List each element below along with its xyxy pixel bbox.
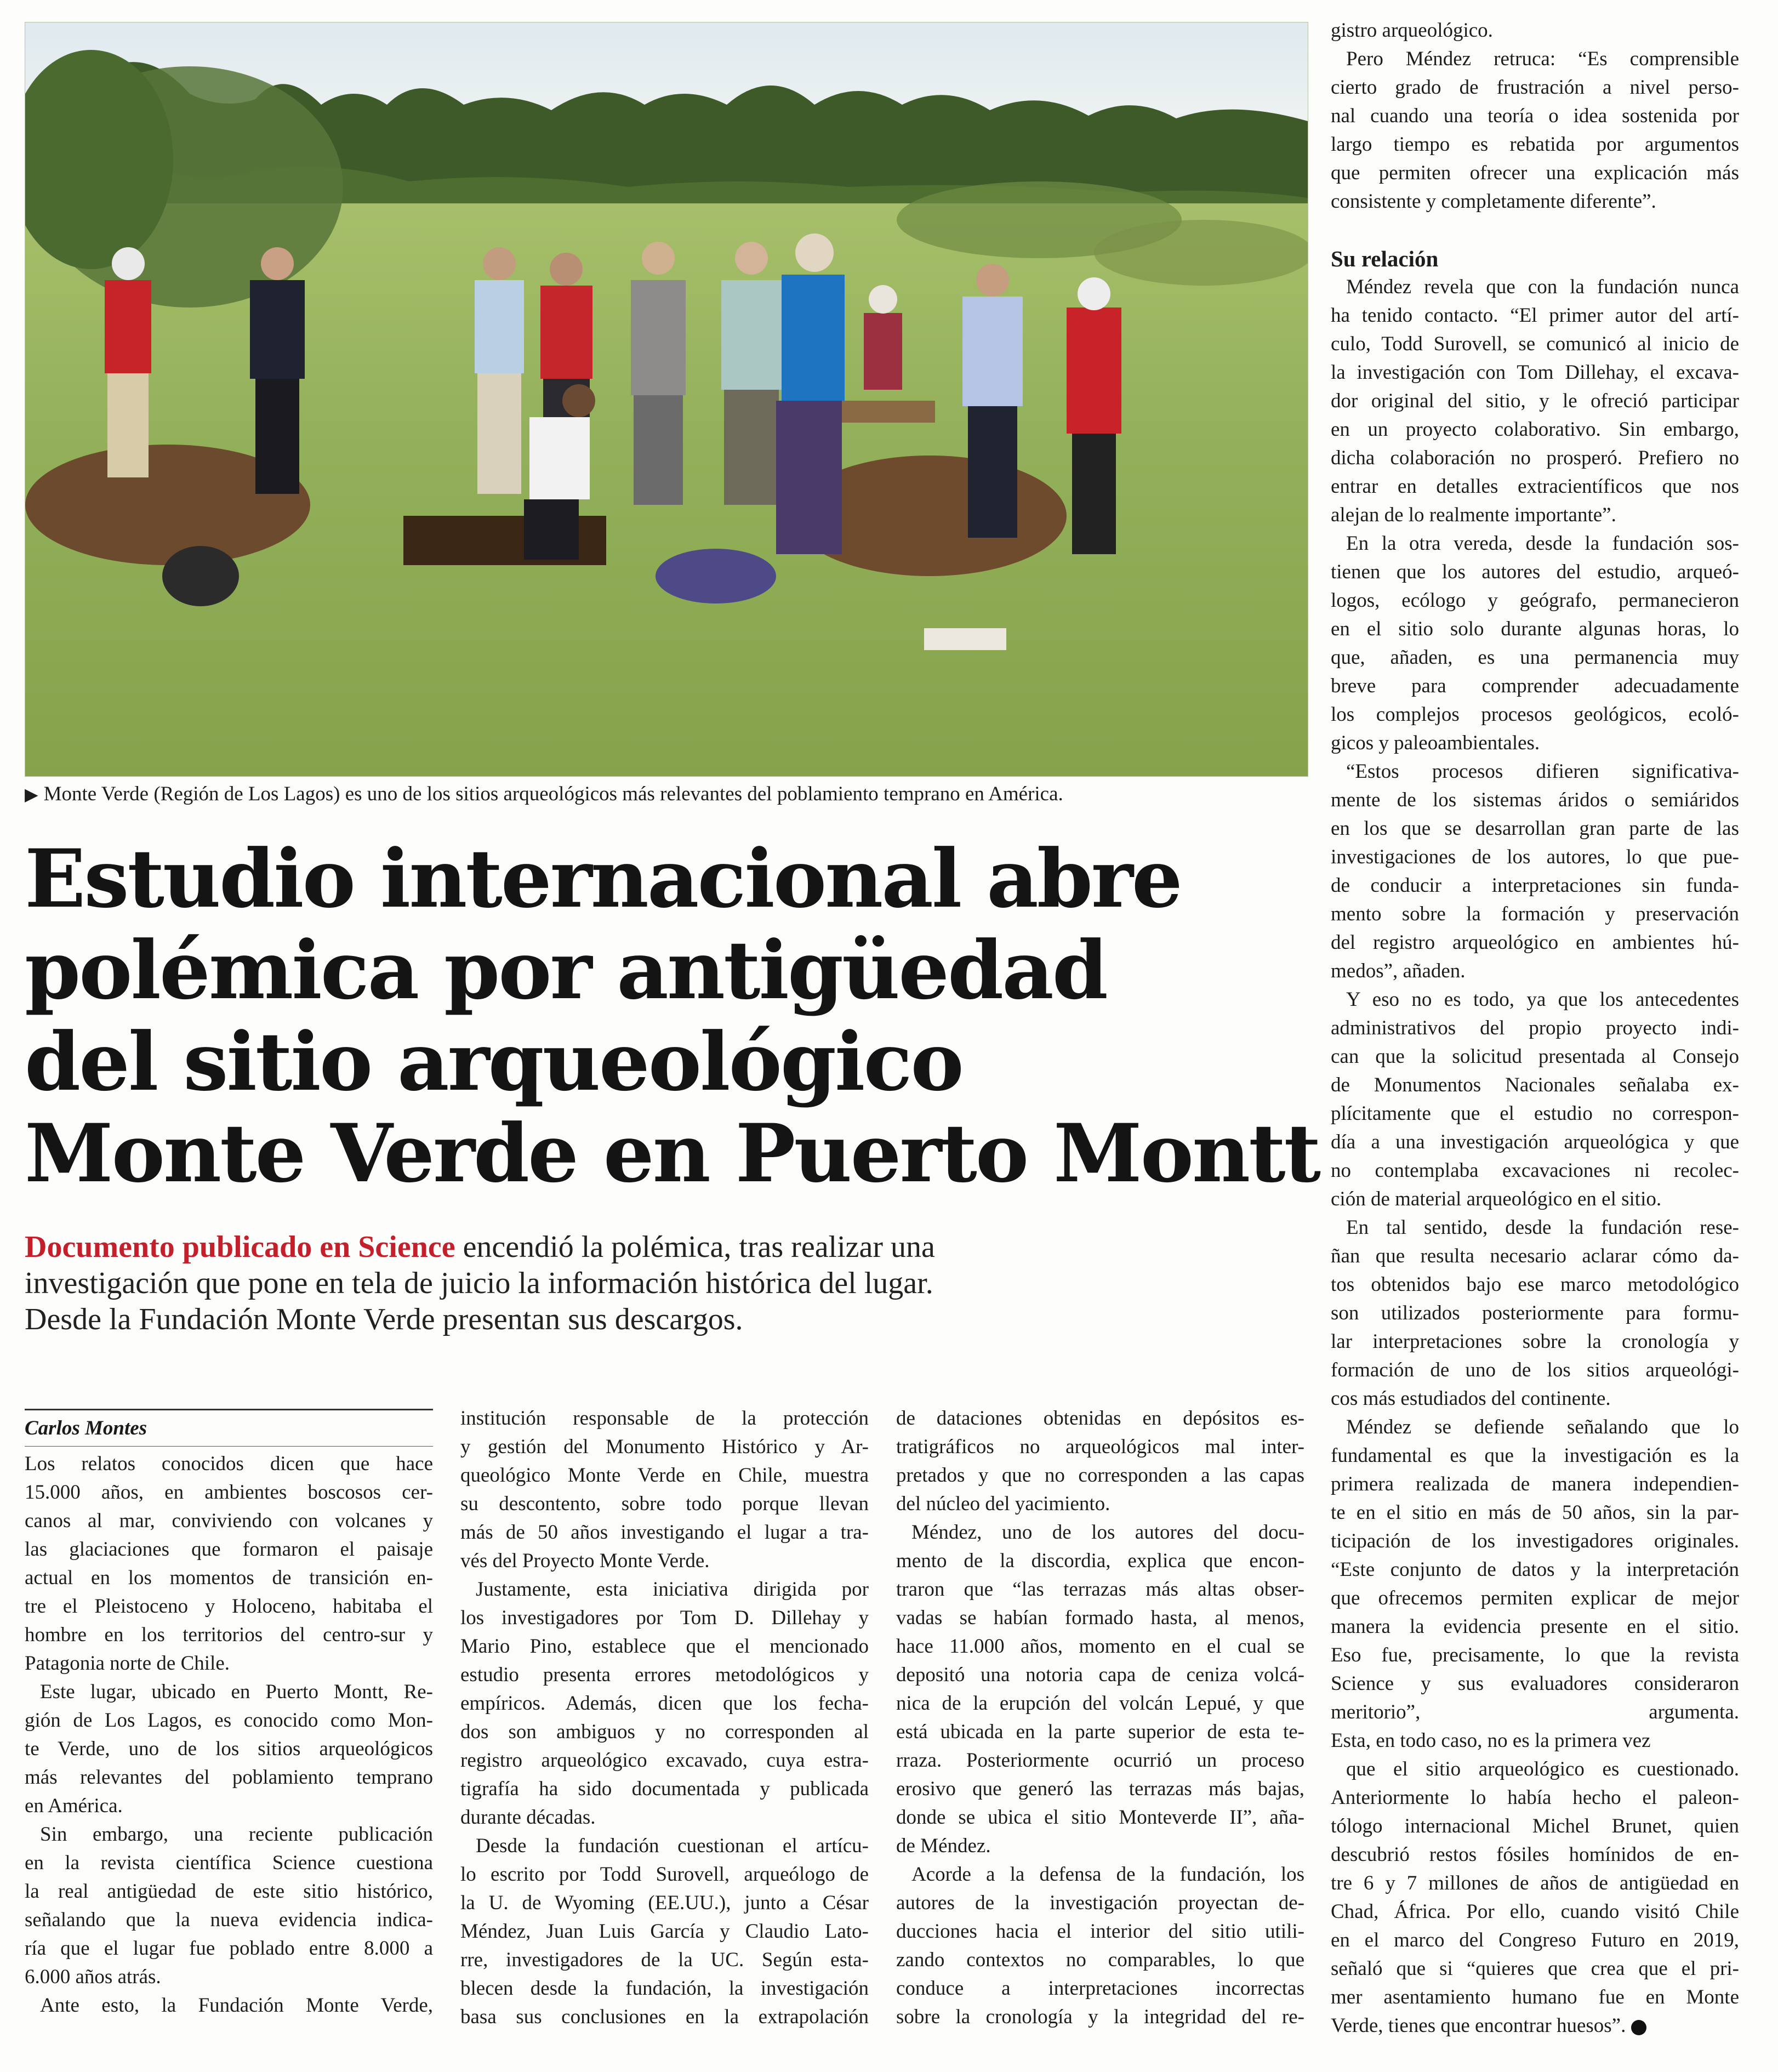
- body-text-line: lar interpretaciones sobre la cronología y: [1331, 1330, 1739, 1353]
- caption-arrow-icon: ▶: [25, 784, 38, 804]
- body-text-line: en la revista científica Science cuestiona: [25, 1852, 433, 1874]
- body-text-line: medos”, añaden.: [1331, 960, 1466, 982]
- body-text-line: Esta, en todo caso, no es la primera vez: [1331, 1729, 1651, 1752]
- body-text-line: ducciones hacia el interior del sitio utili-: [896, 1920, 1304, 1943]
- standfirst-line: Desde la Fundación Monte Verde presentan sus descargos.: [25, 1302, 743, 1336]
- body-text-line: traron que “las terrazas más altas obser-: [896, 1578, 1304, 1601]
- body-column-2: [460, 1404, 869, 2031]
- body-text-line: del núcleo del yacimiento.: [896, 1493, 1110, 1515]
- body-text-line: Méndez se defiende señalando que lo: [1346, 1416, 1739, 1438]
- body-text-line: gistro arqueológico.: [1331, 19, 1493, 42]
- body-text-line: dicha colaboración no prosperó. Prefiero no: [1331, 447, 1739, 469]
- headline-line: del sitio arqueológico: [25, 1015, 962, 1109]
- body-text-line: basa sus conclusiones en la extrapolación: [460, 2006, 869, 2028]
- body-text-line: queológico Monte Verde en Chile, muestra: [460, 1464, 869, 1487]
- body-text-line: mer asentamiento humano fue en Monte: [1331, 1986, 1739, 2008]
- headline-line: polémica por antigüedad: [25, 924, 1107, 1017]
- body-text-line: su descontento, sobre todo porque llevan: [460, 1493, 869, 1515]
- body-text-line: más relevantes del poblamiento temprano: [25, 1766, 433, 1789]
- body-text-line: de Monumentos Nacionales señalaba ex-: [1331, 1074, 1739, 1096]
- body-text-line: blecen desde la fundación, la investigación: [460, 1977, 869, 2000]
- end-mark-icon: [1631, 2020, 1646, 2035]
- body-text-line: Este lugar, ubicado en Puerto Montt, Re-: [40, 1681, 433, 1703]
- body-text-line: tratigráficos no arqueológicos mal inter-: [896, 1436, 1304, 1458]
- body-text-line: Verde, tienes que encontrar huesos”.: [1331, 2012, 1739, 2040]
- body-text-line: que el sitio arqueológico es cuestionado.: [1346, 1758, 1739, 1780]
- article-photo: [25, 22, 1308, 777]
- body-text-line: estudio presenta errores metodológicos y: [460, 1664, 869, 1686]
- body-text-line: nal cuando una teoría o idea sostenida por: [1331, 105, 1739, 127]
- body-text-line: rre, investigadores de la UC. Según esta-: [460, 1949, 869, 1971]
- body-text-line: cos más estudiados del continente.: [1331, 1387, 1611, 1410]
- body-text-line: mente de los sistemas áridos o semiáridos: [1331, 789, 1739, 811]
- body-text-line: vés del Proyecto Monte Verde.: [460, 1550, 710, 1572]
- body-text-line: son utilizados posteriormente para formu-: [1331, 1302, 1739, 1324]
- body-text-line: “Estos procesos difieren significativa-: [1346, 760, 1739, 783]
- caption-text: Monte Verde (Región de Los Lagos) es uno de los sitios arqueológicos más relevantes del poblamiento temprano en América.: [43, 783, 1063, 805]
- body-text-line: actual en los momentos de transición en-: [25, 1567, 433, 1589]
- body-text-line: pretados y que no corresponden a las capas: [896, 1464, 1304, 1487]
- body-text-line: donde se ubica el sitio Monteverde II”, aña-: [896, 1806, 1304, 1829]
- body-text-line: En la otra vereda, desde la fundación sos-: [1346, 532, 1739, 555]
- standfirst-line: investigación que pone en tela de juicio la información histórica del lugar.: [25, 1266, 933, 1300]
- body-text-line: investigaciones de los autores, lo que pue-: [1331, 846, 1739, 868]
- body-text-line: que, añaden, es una permanencia muy: [1331, 646, 1739, 669]
- body-text-line: institución responsable de la protección: [460, 1407, 869, 1430]
- standfirst-text: encendió la polémica, tras realizar una: [455, 1230, 935, 1264]
- body-text-line: Patagonia norte de Chile.: [25, 1652, 230, 1675]
- body-text-line: Science y sus evaluadores consideraron: [1331, 1672, 1739, 1695]
- body-text-line: administrativos del propio proyecto indi-: [1331, 1017, 1739, 1039]
- body-text-line: que ofrecemos permiten explicar de mejor: [1331, 1587, 1739, 1609]
- body-text-line: dor original del sitio, y le ofreció participar: [1331, 390, 1739, 412]
- body-text-line: can que la solicitud presentada al Consejo: [1331, 1045, 1739, 1068]
- body-text-line: formación de uno de los sitios arqueológi-: [1331, 1359, 1739, 1381]
- body-text-line: de conducir a interpretaciones sin funda-: [1331, 874, 1739, 897]
- photo-caption: [25, 781, 1307, 808]
- body-text-line: ticipación de los investigadores originales.: [1331, 1530, 1739, 1552]
- headline-line: Estudio internacional abre: [25, 832, 1181, 926]
- headline: [25, 832, 1320, 1200]
- body-text-line: Anteriormente lo había hecho el paleon-: [1331, 1786, 1739, 1809]
- body-text-line: tre el Pleistoceno y Holoceno, habitaba el: [25, 1595, 433, 1618]
- standfirst-highlight: Documento publicado en Science: [25, 1230, 455, 1264]
- body-text-line: rraza. Posteriormente ocurrió un proceso: [896, 1749, 1304, 1772]
- body-text-line: del registro arqueológico en ambientes hú-: [1331, 931, 1739, 954]
- body-text-line: “Este conjunto de datos y la interpretación: [1331, 1558, 1739, 1581]
- body-text-line: en un proyecto colaborativo. Sin embargo,: [1331, 418, 1739, 441]
- body-text-line: [1331, 216, 1739, 244]
- body-text-line: mento de la discordia, explica que encon-: [896, 1550, 1304, 1572]
- body-text-line: plícitamente que el estudio no correspon-: [1331, 1102, 1739, 1125]
- body-text-line: depositó una notoria capa de ceniza volcá-: [896, 1664, 1304, 1686]
- body-text-line: Y eso no es todo, ya que los antecedentes: [1346, 988, 1739, 1011]
- body-text-line: Acorde a la defensa de la fundación, los: [911, 1863, 1304, 1886]
- body-text-line: Méndez, uno de los autores del docu-: [911, 1521, 1304, 1544]
- body-text-line: Sin embargo, una reciente publicación: [40, 1823, 433, 1846]
- body-text-line: los complejos procesos geológicos, ecoló-: [1331, 703, 1739, 726]
- standfirst: [25, 1229, 1307, 1337]
- body-text-line: en el marco del Congreso Futuro en 2019,: [1331, 1929, 1739, 1951]
- body-text-line: zando contextos no comparables, lo que: [896, 1949, 1304, 1971]
- body-text-line: la U. de Wyoming (EE.UU.), junto a César: [460, 1892, 869, 1914]
- byline-rule-top: [25, 1409, 433, 1410]
- body-text-line: ción de material arqueológico en el sitio.: [1331, 1188, 1662, 1210]
- section-subhead: Su relación: [1331, 246, 1439, 271]
- body-text-line: Ante esto, la Fundación Monte Verde,: [40, 1994, 433, 2017]
- body-text-line: mento sobre la formación y preservación: [1331, 903, 1739, 925]
- body-text-line: ha tenido contacto. “El primer autor del artí-: [1331, 304, 1739, 327]
- body-text-line: breve para comprender adecuadamente: [1331, 675, 1739, 697]
- body-text-line: alejan de lo realmente importante”.: [1331, 504, 1616, 526]
- body-text-line: autores de la investigación proyectan de-: [896, 1892, 1304, 1914]
- body-text-line: cierto grado de frustración a nivel perso-: [1331, 76, 1739, 99]
- body-text-line: en los que se desarrollan gran parte de las: [1331, 817, 1739, 840]
- body-column-3: [896, 1404, 1304, 2031]
- body-text-line: y gestión del Monumento Histórico y Ar-: [460, 1436, 869, 1458]
- body-text-line: nica de la erupción del volcán Lepué, y que: [896, 1692, 1304, 1715]
- body-text-line: lo escrito por Todd Surovell, arqueólogo de: [460, 1863, 869, 1886]
- body-text-line: en el sitio solo durante algunas horas, lo: [1331, 618, 1739, 640]
- body-text-line: erosivo que generó las terrazas más bajas,: [896, 1778, 1304, 1800]
- body-text-line: ría que el lugar fue poblado entre 8.000 a: [25, 1937, 433, 1960]
- body-text-line: de Méndez.: [896, 1835, 991, 1857]
- body-text-line: entrar en detalles extracientíficos que nos: [1331, 475, 1739, 498]
- body-text-line: dos son ambiguos y no corresponden al: [460, 1721, 869, 1743]
- body-text-line: gión de Los Lagos, es conocido como Mon-: [25, 1709, 433, 1732]
- body-text-line: te Verde, uno de los sitios arqueológicos: [25, 1738, 433, 1760]
- body-text-line: Pero Méndez retruca: “Es comprensible: [1346, 48, 1739, 70]
- body-text-line: señaló que si “quieres que crea que el pri-: [1331, 1957, 1739, 1980]
- body-text-line: canos al mar, conviviendo con volcanes y: [25, 1510, 433, 1532]
- body-text-line: que permiten ofrecer una explicación más: [1331, 162, 1739, 184]
- body-text-line: descubrió restos fósiles homínidos de en-: [1331, 1843, 1739, 1866]
- body-text-line: te en el sitio en más de 50 años, sin la par-: [1331, 1501, 1739, 1524]
- body-text-line: la real antigüedad de este sitio histórico,: [25, 1880, 433, 1903]
- body-text-line: señalando que la nueva evidencia indica-: [25, 1909, 433, 1931]
- body-text-line: Eso fue, precisamente, lo que la revista: [1331, 1644, 1739, 1666]
- body-text-line: consistente y completamente diferente”.: [1331, 190, 1656, 213]
- body-text-line: ñan que resulta necesario aclarar cómo da-: [1331, 1245, 1739, 1267]
- body-text-line: tre 6 y 7 millones de años de antigüedad en: [1331, 1872, 1739, 1894]
- body-text-line: de dataciones obtenidas en depósitos es-: [896, 1407, 1304, 1430]
- standfirst-line: [25, 1229, 1307, 1265]
- body-text-line: gicos y paleoambientales.: [1331, 732, 1540, 754]
- body-column-4: [1331, 16, 1739, 2040]
- body-text-line: tólogo internacional Michel Brunet, quien: [1331, 1815, 1739, 1837]
- body-text-line: largo tiempo es rebatida por argumentos: [1331, 133, 1739, 156]
- body-text-line: tos obtenidos bajo ese marco metodológico: [1331, 1273, 1739, 1296]
- photo-scene: [25, 22, 1308, 776]
- body-text-line: en América.: [25, 1795, 123, 1817]
- body-text-line: día a una investigación arqueológica y que: [1331, 1131, 1739, 1153]
- body-text-line: Justamente, esta iniciativa dirigida por: [476, 1578, 869, 1601]
- headline-line: Monte Verde en Puerto Montt: [25, 1107, 1320, 1200]
- body-text-line: Chad, África. Por ello, cuando visitó Chile: [1331, 1900, 1739, 1923]
- body-text-line: tienen que los autores del estudio, arqueó-: [1331, 561, 1739, 583]
- body-text-line: está ubicada en la parte superior de esta te-: [896, 1721, 1304, 1743]
- body-text-line: los investigadores por Tom D. Dillehay y: [460, 1607, 869, 1629]
- body-text-line: fundamental es que la investigación es la: [1331, 1444, 1739, 1467]
- body-text-line: más de 50 años investigando el lugar a tra-: [460, 1521, 869, 1544]
- body-text-line: las glaciaciones que formaron el paisaje: [25, 1538, 433, 1561]
- body-text-line: culo, Todd Surovell, se comunicó al inicio de: [1331, 333, 1739, 355]
- body-text-line: tigrafía ha sido documentada y publicada: [460, 1778, 869, 1800]
- body-text-line: Méndez revela que con la fundación nunca: [1346, 276, 1739, 298]
- body-text-line: Mario Pino, establece que el mencionado: [460, 1635, 869, 1658]
- byline: Carlos Montes: [25, 1417, 147, 1439]
- body-text-line: conduce a interpretaciones incorrectas: [896, 1977, 1304, 2000]
- body-text-line: En tal sentido, desde la fundación rese-: [1346, 1216, 1739, 1239]
- body-text-line: sobre la cronología y la integridad del re-: [896, 2006, 1304, 2028]
- body-text-line: la investigación con Tom Dillehay, el excava-: [1331, 361, 1739, 384]
- body-text-line: 6.000 años atrás.: [25, 1966, 161, 1988]
- body-text-line: meritorio”, argumenta.: [1331, 1701, 1739, 1723]
- body-text-line: empíricos. Además, dicen que los fecha-: [460, 1692, 869, 1715]
- body-text-line: Méndez, Juan Luis García y Claudio Lato-: [460, 1920, 869, 1943]
- body-column-1: [25, 1450, 433, 2020]
- body-text-line: manera la evidencia presente en el sitio.: [1331, 1615, 1739, 1638]
- body-text-line: registro arqueológico excavado, cuya estra-: [460, 1749, 869, 1772]
- body-text-line: hace 11.000 años, momento en el cual se: [896, 1635, 1304, 1658]
- body-text-line: hombre en los territorios del centro-sur y: [25, 1624, 433, 1646]
- body-text-line: durante décadas.: [460, 1806, 596, 1829]
- body-text-line: primera realizada de manera independien-: [1331, 1473, 1739, 1495]
- body-text-line: Los relatos conocidos dicen que hace: [25, 1453, 433, 1475]
- body-text-line: logos, ecólogo y geógrafo, permanecieron: [1331, 589, 1739, 612]
- body-text-line: vadas se habían formado hasta, al menos,: [896, 1607, 1304, 1629]
- body-text-line: no contemplaba excavaciones ni recolec-: [1331, 1159, 1739, 1182]
- body-text-line: Desde la fundación cuestionan el artícu-: [476, 1835, 869, 1857]
- byline-rule-bottom: [25, 1446, 433, 1447]
- body-text-line: 15.000 años, en ambientes boscosos cer-: [25, 1481, 433, 1504]
